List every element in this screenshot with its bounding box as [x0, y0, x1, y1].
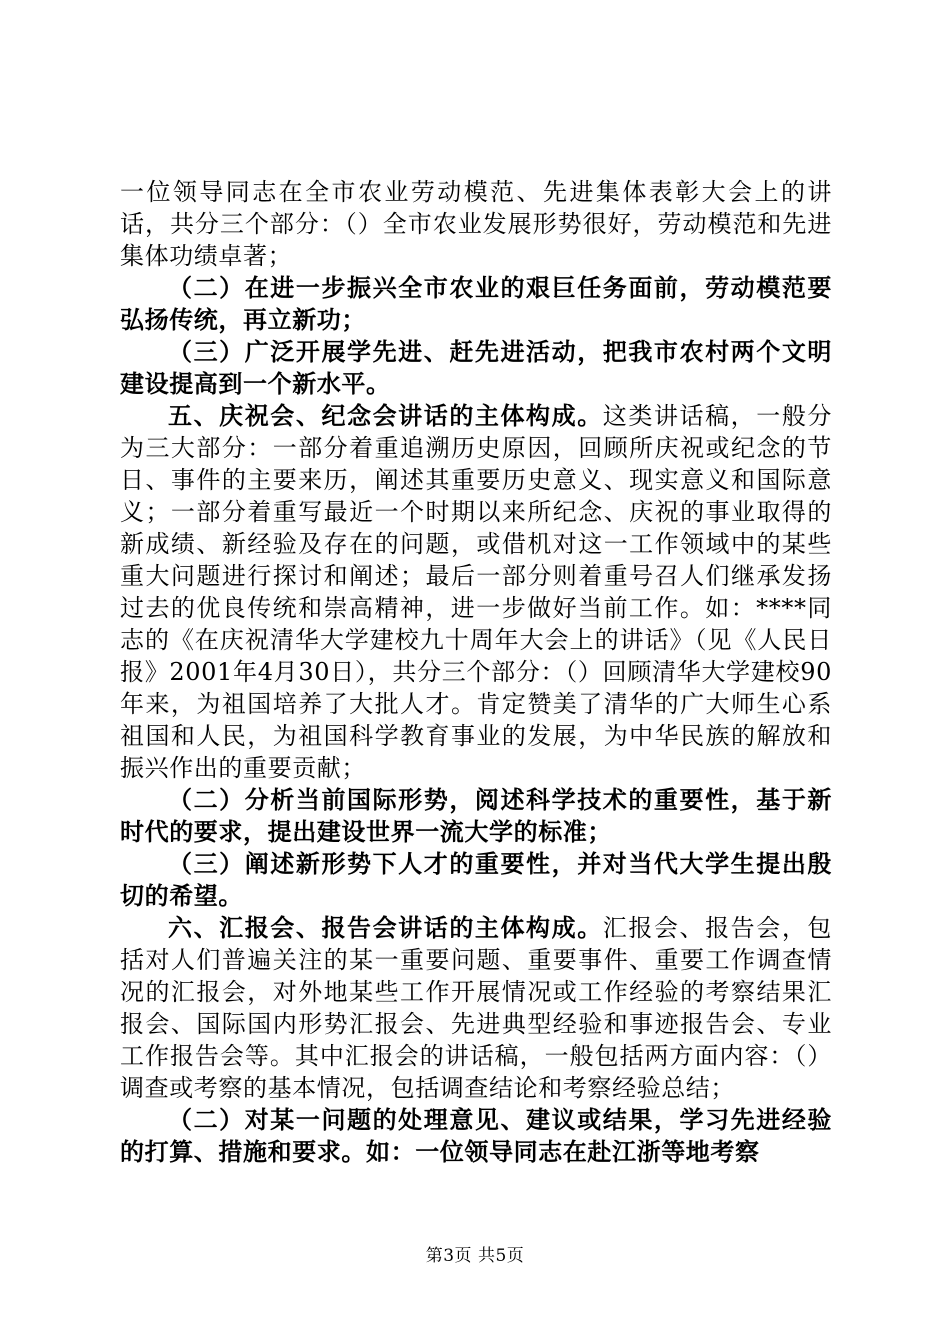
paragraph-7-text: 汇报会、报告会，包括对人们普遍关注的某一重要问题、重要事件、重要工作调查情况的汇报会，对外地某些工作开展情况或工作经验的考察结果汇报会、国际国内形势汇报会、先进典型经验和事迹报告会、专业工作报告会等。其中汇报会的讲话稿，一般包括两方面内容：（）调查或考察的基本情况，包括调查结论和考察经验总结；: [120, 914, 833, 1102]
paragraph-6: [120, 848, 832, 912]
paragraph-5-text: （二）分析当前国际形势，阅述科学技术的重要性，基于新时代的要求，提出建设世界一流大学的标准；: [120, 785, 832, 846]
paragraph-5: [120, 784, 832, 848]
paragraph-1-text: 一位领导同志在全市农业劳动模范、先进集体表彰大会上的讲话，共分三个部分：（）全市农业发展形势很好，劳动模范和先进集体功绩卓著；: [120, 178, 832, 270]
paragraph-2-text: （二）在进一步振兴全市农业的艰巨任务面前，劳动模范要弘扬传统，再立新功；: [120, 273, 832, 334]
page-footer: 第3页 共5页: [425, 1246, 525, 1266]
paragraph-8-text: （二）对某一问题的处理意见、建议或结果，学习先进经验的打算、措施和要求。如：一位领导同志在赴江浙等地考察: [120, 1105, 832, 1166]
paragraph-7: [120, 912, 832, 1104]
paragraph-7-heading: 六、汇报会、报告会讲话的主体构成。: [168, 913, 603, 942]
paragraph-4-text: 这类讲话稿，一般分为三大部分：一部分着重追溯历史原因，回顾所庆祝或纪念的节日、事件的主要来历，阐述其重要历史意义、现实意义和国际意义；一部分着重写最近一个时期以来所纪念、庆祝的事业取得的新成绩、新经验及存在的问题，或借机对这一工作领域中的某些重大问题进行探讨和阐述；最后一部分则着重号召人们继承发扬过去的优良传统和崇高精神，进一步做好当前工作。如：****同志的《在庆祝清华大学建校九十周年大会上的讲话》（见《人民日报》2001年4月30日），共分三个部分：（）回顾清华大学建校90年来，为祖国培养了大批人才。肯定赞美了清华的广大师生心系祖国和人民，为祖国科学教育事业的发展，为中华民族的解放和振兴作出的重要贡献；: [120, 402, 833, 782]
paragraph-1: [120, 176, 832, 272]
paragraph-3-text: （三）广泛开展学先进、赶先进活动，把我市农村两个文明建设提高到一个新水平。: [120, 337, 832, 398]
paragraph-4: [120, 400, 832, 784]
paragraph-4-heading: 五、庆祝会、纪念会讲话的主体构成。: [168, 401, 603, 430]
paragraph-3: [120, 336, 832, 400]
paragraph-6-text: （三）阐述新形势下人才的重要性，并对当代大学生提出殷切的希望。: [120, 849, 832, 910]
paragraph-8: [120, 1104, 832, 1168]
document-body: [120, 176, 832, 1168]
paragraph-2: [120, 272, 832, 336]
